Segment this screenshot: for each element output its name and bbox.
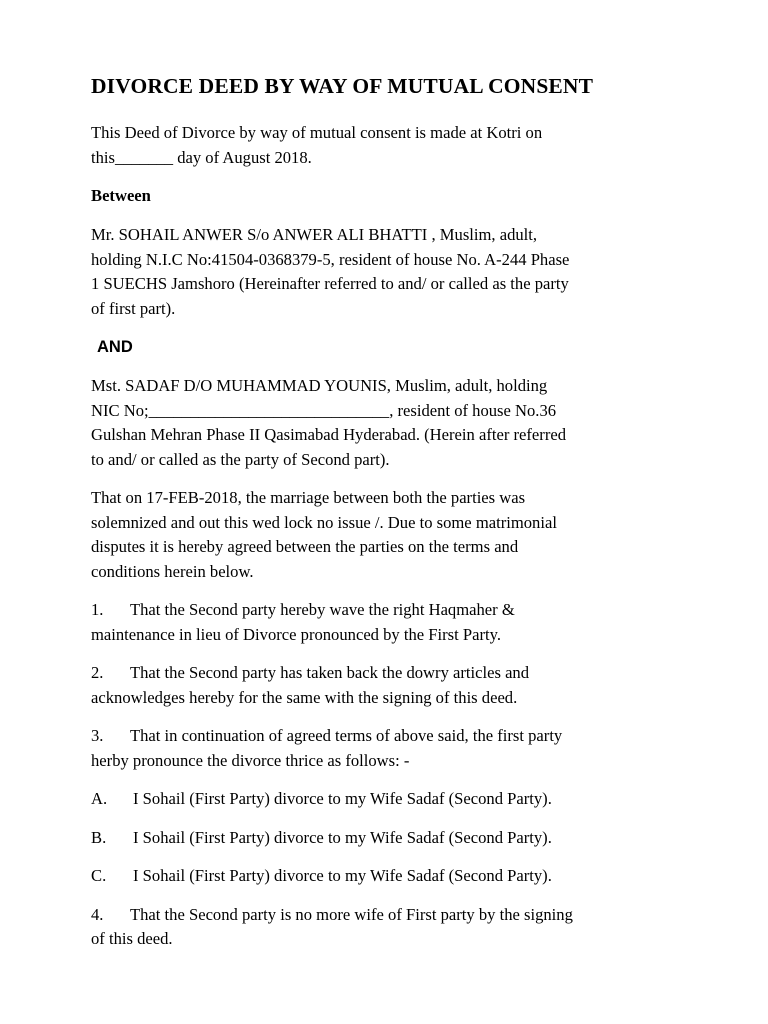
clause-line <box>91 903 691 928</box>
first-party-paragraph <box>91 223 691 321</box>
and-heading: AND <box>97 338 133 356</box>
intro-paragraph <box>91 121 691 170</box>
pronouncement-c <box>91 864 691 889</box>
clause-line <box>91 724 691 749</box>
clause-3 <box>91 724 691 773</box>
second-party-line: NIC No;_____________________________, resident of house No.36 <box>91 400 557 420</box>
pronouncement-letter: C. <box>91 866 107 885</box>
clause-text: That in continuation of agreed terms of above said, the first party <box>130 726 563 745</box>
pronouncement-a <box>91 787 691 812</box>
marriage-paragraph <box>91 486 691 584</box>
pronouncement-letter: B. <box>91 827 107 847</box>
clause-number: 4. <box>91 904 104 924</box>
intro-line: This Deed of Divorce by way of mutual consent is made at Kotri on <box>91 123 543 142</box>
clause-number: 2. <box>91 663 104 682</box>
second-party-line: Gulshan Mehran Phase II Qasimabad Hyderabad. (Herein after referred <box>91 425 567 444</box>
pronouncement-text: I Sohail (First Party) divorce to my Wife Sadaf (Second Party). <box>133 866 552 885</box>
marriage-line: conditions herein below. <box>91 561 254 581</box>
clause-text: That the Second party has taken back the dowry articles and <box>130 663 530 682</box>
document-page <box>91 72 691 966</box>
document-title: DIVORCE DEED BY WAY OF MUTUAL CONSENT <box>91 74 594 98</box>
second-party-line: to and/ or called as the party of Second part). <box>91 449 390 469</box>
marriage-line: disputes it is hereby agreed between the parties on the terms and <box>91 537 519 556</box>
clause-2 <box>91 661 691 710</box>
marriage-line: That on 17-FEB-2018, the marriage between both the parties was <box>91 488 526 507</box>
clause-text: That the Second party is no more wife of First party by the signing <box>130 904 573 924</box>
marriage-line: solemnized and out this wed lock no issue /. Due to some matrimonial <box>91 512 557 532</box>
pronouncement-text: I Sohail (First Party) divorce to my Wife Sadaf (Second Party). <box>133 827 552 847</box>
second-party-line: Mst. SADAF D/O MUHAMMAD YOUNIS, Muslim, adult, holding <box>91 376 548 395</box>
clause-line: maintenance in lieu of Divorce pronounced by the First Party. <box>91 624 501 644</box>
between-heading: Between <box>91 186 151 205</box>
first-party-line: holding N.I.C No:41504-0368379-5, resident of house No. A-244 Phase <box>91 249 570 269</box>
clause-1 <box>91 598 691 647</box>
clause-number: 1. <box>91 600 104 619</box>
first-party-line: 1 SUECHS Jamshoro (Hereinafter referred to and/ or called as the party <box>91 274 569 293</box>
clause-line <box>91 598 691 623</box>
pronouncement-line <box>91 864 691 889</box>
pronouncement-b <box>91 826 691 851</box>
first-party-line: of first part). <box>91 298 176 318</box>
clause-line: herby pronounce the divorce thrice as follows: - <box>91 750 410 770</box>
second-party-paragraph <box>91 374 691 472</box>
pronouncement-line <box>91 826 691 851</box>
clause-line: acknowledges hereby for the same with the signing of this deed. <box>91 687 518 707</box>
clause-text: That the Second party hereby wave the right Haqmaher & <box>130 600 515 619</box>
first-party-line: Mr. SOHAIL ANWER S/o ANWER ALI BHATTI , Muslim, adult, <box>91 225 538 244</box>
pronouncement-text: I Sohail (First Party) divorce to my Wife Sadaf (Second Party). <box>133 789 552 808</box>
clause-number: 3. <box>91 726 104 745</box>
pronouncement-letter: A. <box>91 789 108 808</box>
pronouncement-line <box>91 787 691 812</box>
clause-line <box>91 661 691 686</box>
clause-line: of this deed. <box>91 929 173 948</box>
intro-line: this_______ day of August 2018. <box>91 147 312 167</box>
clause-4 <box>91 903 691 952</box>
